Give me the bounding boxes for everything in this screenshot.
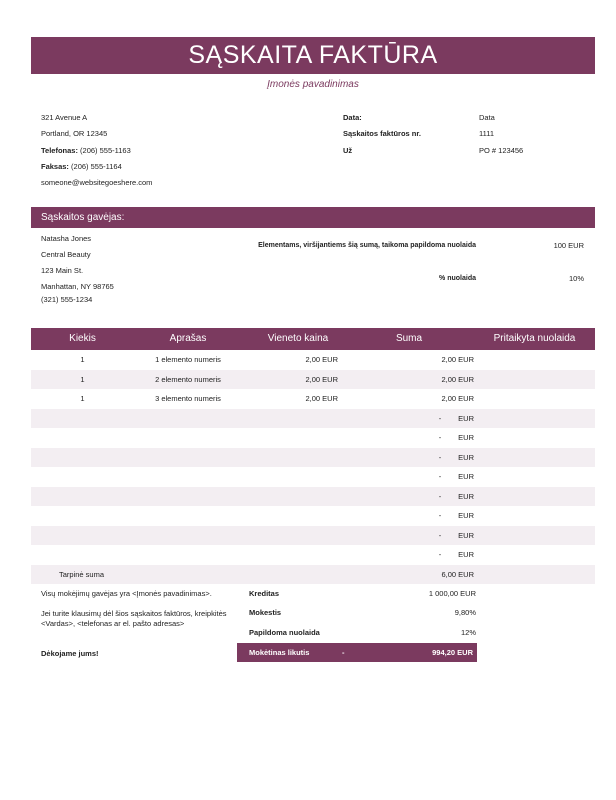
empty-currency: EUR: [458, 413, 474, 423]
empty-table-row: [31, 448, 595, 468]
items-table-header: [31, 328, 595, 350]
empty-table-row: [31, 526, 595, 546]
phone-value: (206) 555-1163: [80, 146, 131, 155]
empty-table-row: [31, 545, 595, 565]
company-name: Įmonės pavadinimas: [267, 79, 359, 90]
recipient-address-line-1: 123 Main St.: [41, 266, 84, 275]
empty-currency: EUR: [458, 472, 474, 481]
table-row: [31, 350, 595, 370]
invoice-title: SĄSKAITA FAKTŪRA: [31, 37, 595, 74]
balance-due-label: Mokėtinas likutis: [249, 648, 310, 657]
sender-email: someone@websitegoeshere.com: [41, 178, 153, 187]
empty-currency: EUR: [458, 491, 474, 501]
table-row: [31, 370, 595, 390]
extra-discount-label: [249, 628, 320, 638]
phone-label: Telefonas:: [41, 146, 78, 155]
empty-currency: EUR: [458, 433, 474, 442]
empty-currency: EUR: [458, 530, 474, 540]
credit-label-text: Kreditas: [249, 589, 280, 598]
empty-dash: -: [438, 452, 442, 462]
discount-threshold-label: Elementams, viršijantiems šią sumą, taikoma papildoma nuolaida: [258, 242, 476, 249]
qty-cell: 1: [80, 374, 85, 384]
unit-price-cell: 2,00 EUR: [305, 394, 338, 403]
sum-cell: 2,00 EUR: [441, 374, 474, 384]
empty-dash: -: [438, 491, 442, 501]
invoice-number-label: Sąskaitos faktūros nr.: [343, 129, 421, 138]
date-value: Data: [479, 113, 495, 122]
recipient-address-line-2: Manhattan, NY 98765: [41, 282, 114, 291]
extra-discount-label-text: Papildoma nuolaida: [249, 628, 320, 637]
balance-dash: -: [342, 648, 345, 657]
tax-label-text: Mokestis: [249, 608, 282, 617]
subtotal-value: 6,00 EUR: [441, 569, 474, 579]
empty-table-row: [31, 487, 595, 507]
subtotal-row: [31, 565, 595, 585]
empty-dash: -: [438, 550, 442, 559]
questions-note-line-2: <Vardas>, <telefonas ar el. pašto adresas>: [41, 619, 185, 628]
header-description: Aprašas: [169, 333, 207, 344]
description-cell: 3 elemento numeris: [155, 394, 221, 403]
unit-price-cell: 2,00 EUR: [305, 355, 338, 364]
empty-table-row: [31, 467, 595, 487]
balance-due-value: 994,20 EUR: [432, 648, 473, 657]
empty-dash: -: [438, 413, 442, 423]
subtotal-label: Tarpinė suma: [59, 569, 105, 579]
extra-discount-value: 12%: [460, 628, 476, 637]
for-value: PO # 123456: [479, 146, 524, 155]
fax-value: (206) 555-1164: [71, 162, 122, 171]
invoice-number-value: 1111: [479, 129, 495, 138]
sender-phone: [41, 146, 131, 156]
empty-table-row: [31, 409, 595, 429]
discount-threshold-value: 100 EUR: [553, 241, 584, 250]
thank-you-note: Dėkojame jums!: [41, 649, 99, 658]
discount-percent-label: % nuolaida: [439, 275, 476, 282]
recipient-name: Natasha Jones: [41, 234, 92, 243]
empty-dash: -: [438, 472, 442, 481]
sender-fax: [41, 162, 122, 172]
table-row: [31, 389, 595, 409]
empty-table-row: [31, 506, 595, 526]
qty-cell: 1: [80, 355, 85, 364]
qty-cell: 1: [80, 394, 85, 403]
empty-dash: -: [438, 511, 442, 520]
sender-address-line-2: Portland, OR 12345: [41, 129, 108, 138]
tax-value: 9,80%: [454, 608, 476, 617]
empty-dash: -: [438, 530, 442, 540]
unit-price-cell: 2,00 EUR: [305, 374, 338, 384]
header-quantity: Kiekis: [69, 333, 96, 344]
header-applied-discount: Pritaikyta nuolaida: [493, 333, 576, 344]
balance-due-bar: [237, 643, 477, 662]
empty-currency: EUR: [458, 452, 474, 462]
header-sum: Suma: [395, 333, 423, 344]
tax-label: [249, 608, 281, 618]
questions-note-line-1: Jei turite klausimų dėl šios sąskaitos faktūros, kreipkitės: [41, 609, 227, 618]
fax-label: Faksas:: [41, 162, 69, 171]
recipient-phone: (321) 555-1234: [41, 295, 93, 304]
empty-dash: -: [438, 433, 442, 442]
header-unit-price: Vieneto kaina: [267, 333, 329, 344]
empty-table-row: [31, 428, 595, 448]
sender-address-line-1: 321 Avenue A: [41, 113, 88, 122]
sum-cell: 2,00 EUR: [441, 355, 474, 364]
description-cell: 2 elemento numeris: [155, 374, 221, 384]
date-label: Data:: [343, 113, 362, 122]
description-cell: 1 elemento numeris: [155, 355, 221, 364]
payee-note: Visų mokėjimų gavėjas yra <Įmonės pavadinimas>.: [41, 589, 212, 598]
empty-currency: EUR: [458, 511, 474, 520]
recipient-company: Central Beauty: [41, 250, 91, 259]
empty-currency: EUR: [458, 550, 474, 559]
credit-value: 1 000,00 EUR: [428, 589, 476, 598]
sum-cell: 2,00 EUR: [441, 394, 474, 403]
for-label: Už: [343, 146, 353, 155]
discount-percent-value: 10%: [568, 274, 584, 283]
recipient-section-title: Sąskaitos gavėjas:: [31, 207, 595, 228]
credit-label: [249, 589, 279, 599]
